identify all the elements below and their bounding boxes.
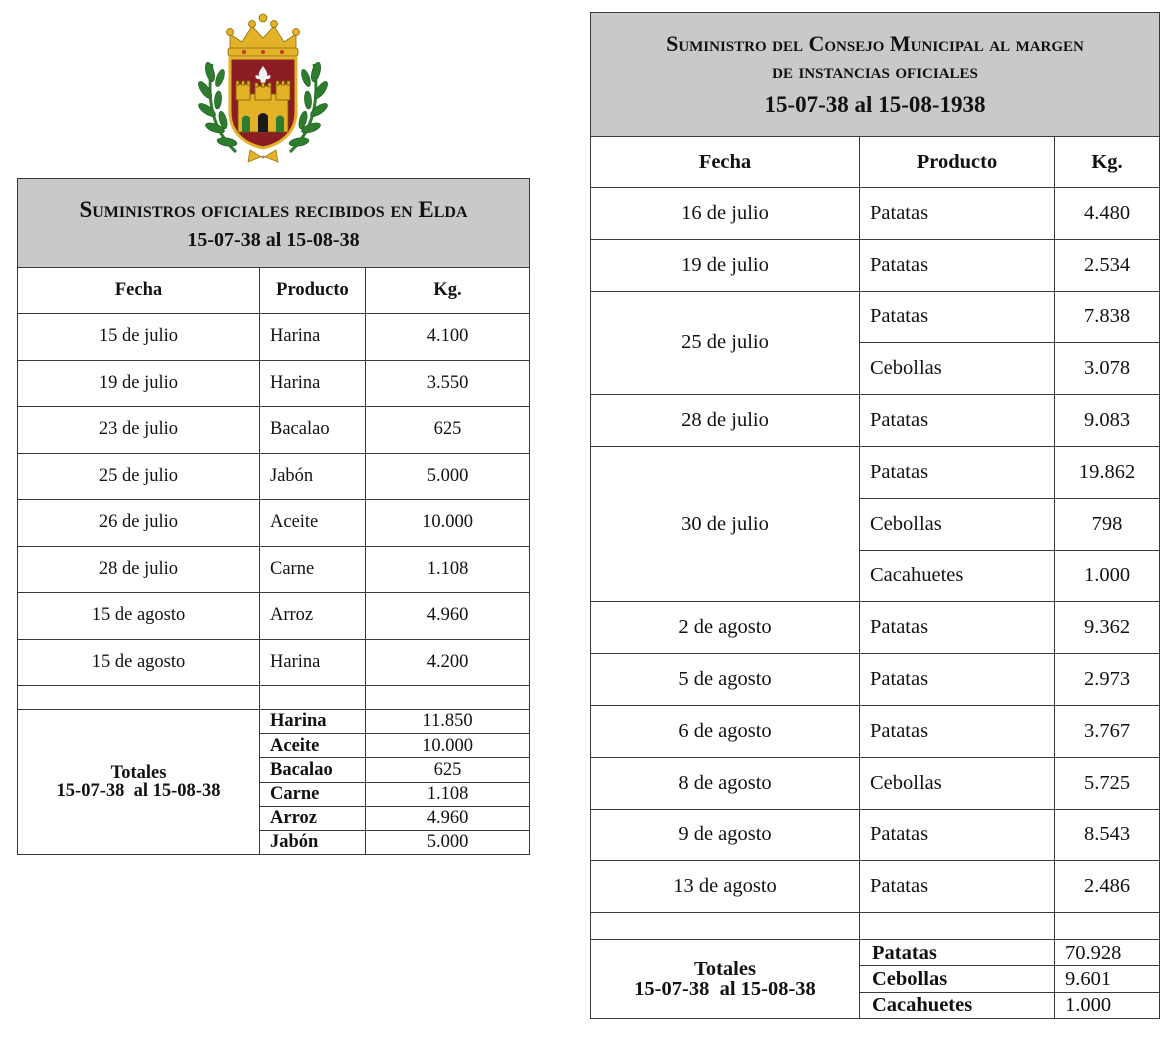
- fecha-cell: 25 de julio: [18, 453, 260, 500]
- blank-cell: [260, 686, 366, 710]
- table-row: [591, 757, 1160, 809]
- total-kg-cell: 5.000: [366, 830, 530, 854]
- blank-row: [18, 686, 530, 710]
- producto-cell: Harina: [260, 314, 366, 361]
- producto-cell: Bacalao: [260, 407, 366, 454]
- fecha-cell: 15 de agosto: [18, 593, 260, 640]
- table-row: [18, 453, 530, 500]
- total-producto-cell: Cacahuetes: [860, 992, 1055, 1018]
- table-title-line2: de instancias oficiales: [772, 57, 978, 83]
- fecha-cell: 26 de julio: [18, 500, 260, 547]
- fecha-cell: 19 de julio: [18, 360, 260, 407]
- total-kg-cell: 1.000: [1055, 992, 1160, 1018]
- totals-label: [591, 940, 860, 1019]
- total-kg-cell: 1.108: [366, 782, 530, 806]
- table-row: [18, 593, 530, 640]
- kg-cell: 5.000: [366, 453, 530, 500]
- total-producto-cell: Harina: [260, 710, 366, 734]
- fecha-cell: 23 de julio: [18, 407, 260, 454]
- kg-cell: 10.000: [366, 500, 530, 547]
- producto-cell: Patatas: [860, 239, 1055, 291]
- producto-cell: Patatas: [860, 188, 1055, 240]
- kg-cell: 7.838: [1055, 291, 1160, 343]
- kg-cell: 9.083: [1055, 395, 1160, 447]
- fecha-cell: 16 de julio: [591, 188, 860, 240]
- producto-cell: Aceite: [260, 500, 366, 547]
- kg-cell: 9.362: [1055, 602, 1160, 654]
- table-row: [18, 639, 530, 686]
- fecha-cell: 30 de julio: [591, 446, 860, 601]
- table-row: [591, 602, 1160, 654]
- producto-cell: Arroz: [260, 593, 366, 640]
- producto-cell: Patatas: [860, 291, 1055, 343]
- total-producto-cell: Bacalao: [260, 758, 366, 782]
- producto-cell: Patatas: [860, 705, 1055, 757]
- table-row: [18, 407, 530, 454]
- kg-cell: 4.200: [366, 639, 530, 686]
- producto-cell: Patatas: [860, 446, 1055, 498]
- blank-row: [591, 913, 1160, 940]
- blank-cell: [366, 686, 530, 710]
- blank-cell: [860, 913, 1055, 940]
- table-row: [18, 500, 530, 547]
- kg-cell: 4.100: [366, 314, 530, 361]
- table-row: [18, 314, 530, 361]
- fecha-cell: 9 de agosto: [591, 809, 860, 861]
- column-header-producto: Producto: [260, 268, 366, 314]
- column-header-fecha: Fecha: [591, 137, 860, 188]
- kg-cell: 2.534: [1055, 239, 1160, 291]
- table-header: [18, 179, 530, 268]
- producto-cell: Cebollas: [860, 343, 1055, 395]
- totals-title: Totales: [110, 762, 167, 783]
- kg-cell: 4.960: [366, 593, 530, 640]
- totals-range: 15-07-38 al 15-08-38: [634, 978, 816, 1001]
- fecha-cell: 8 de agosto: [591, 757, 860, 809]
- kg-cell: 1.000: [1055, 550, 1160, 602]
- fecha-cell: 28 de julio: [591, 395, 860, 447]
- column-header-kg: Kg.: [1055, 137, 1160, 188]
- total-producto-cell: Aceite: [260, 734, 366, 758]
- kg-cell: 1.108: [366, 546, 530, 593]
- table-row: [591, 705, 1160, 757]
- table-row: [18, 360, 530, 407]
- official-supplies-table: [17, 178, 530, 855]
- totals-row: [591, 940, 1160, 966]
- municipal-supplies-table: [590, 12, 1160, 1019]
- table-row: [591, 188, 1160, 240]
- total-producto-cell: Cebollas: [860, 966, 1055, 992]
- totals-range: 15-07-38 al 15-08-38: [56, 781, 221, 802]
- fecha-cell: 5 de agosto: [591, 654, 860, 706]
- fecha-cell: 19 de julio: [591, 239, 860, 291]
- table-row: [591, 861, 1160, 913]
- total-kg-cell: 11.850: [366, 710, 530, 734]
- table-row: [18, 546, 530, 593]
- kg-cell: 798: [1055, 498, 1160, 550]
- table-title-line1: Suministro del Consejo Municipal al margen: [666, 30, 1084, 56]
- producto-cell: Patatas: [860, 809, 1055, 861]
- producto-cell: Cebollas: [860, 757, 1055, 809]
- producto-cell: Patatas: [860, 602, 1055, 654]
- fecha-cell: 6 de agosto: [591, 705, 860, 757]
- total-kg-cell: 70.928: [1055, 940, 1160, 966]
- table-row: [591, 239, 1160, 291]
- kg-cell: 8.543: [1055, 809, 1160, 861]
- total-kg-cell: 625: [366, 758, 530, 782]
- total-kg-cell: 4.960: [366, 806, 530, 830]
- table-row: [591, 291, 1160, 343]
- table-subtitle: 15-07-38 al 15-08-1938: [764, 92, 986, 118]
- blank-cell: [591, 913, 860, 940]
- fecha-cell: 13 de agosto: [591, 861, 860, 913]
- table-row: [591, 395, 1160, 447]
- producto-cell: Jabón: [260, 453, 366, 500]
- kg-cell: 3.550: [366, 360, 530, 407]
- producto-cell: Cacahuetes: [860, 550, 1055, 602]
- fecha-cell: 2 de agosto: [591, 602, 860, 654]
- fecha-cell: 15 de julio: [18, 314, 260, 361]
- table-row: [591, 654, 1160, 706]
- column-header-kg: Kg.: [366, 268, 530, 314]
- fecha-cell: 28 de julio: [18, 546, 260, 593]
- fecha-cell: 15 de agosto: [18, 639, 260, 686]
- total-producto-cell: Jabón: [260, 830, 366, 854]
- total-producto-cell: Arroz: [260, 806, 366, 830]
- producto-cell: Patatas: [860, 861, 1055, 913]
- kg-cell: 2.973: [1055, 654, 1160, 706]
- column-header-producto: Producto: [860, 137, 1055, 188]
- totals-label: [18, 710, 260, 855]
- kg-cell: 4.480: [1055, 188, 1160, 240]
- producto-cell: Patatas: [860, 654, 1055, 706]
- total-producto-cell: Patatas: [860, 940, 1055, 966]
- producto-cell: Cebollas: [860, 498, 1055, 550]
- total-kg-cell: 9.601: [1055, 966, 1160, 992]
- table-subtitle: 15-07-38 al 15-08-38: [187, 228, 360, 251]
- producto-cell: Harina: [260, 360, 366, 407]
- producto-cell: Harina: [260, 639, 366, 686]
- coat-of-arms-icon: [196, 12, 330, 164]
- totals-row: [18, 710, 530, 734]
- table-row: [591, 446, 1160, 498]
- kg-cell: 3.767: [1055, 705, 1160, 757]
- kg-cell: 19.862: [1055, 446, 1160, 498]
- kg-cell: 625: [366, 407, 530, 454]
- table-row: [591, 809, 1160, 861]
- fecha-cell: 25 de julio: [591, 291, 860, 395]
- column-header-fecha: Fecha: [18, 268, 260, 314]
- producto-cell: Carne: [260, 546, 366, 593]
- table-title: Suministros oficiales recibidos en Elda: [79, 196, 468, 222]
- kg-cell: 3.078: [1055, 343, 1160, 395]
- blank-cell: [18, 686, 260, 710]
- total-kg-cell: 10.000: [366, 734, 530, 758]
- table-header: [591, 13, 1160, 137]
- blank-cell: [1055, 913, 1160, 940]
- kg-cell: 5.725: [1055, 757, 1160, 809]
- totals-title: Totales: [694, 957, 756, 980]
- total-producto-cell: Carne: [260, 782, 366, 806]
- kg-cell: 2.486: [1055, 861, 1160, 913]
- producto-cell: Patatas: [860, 395, 1055, 447]
